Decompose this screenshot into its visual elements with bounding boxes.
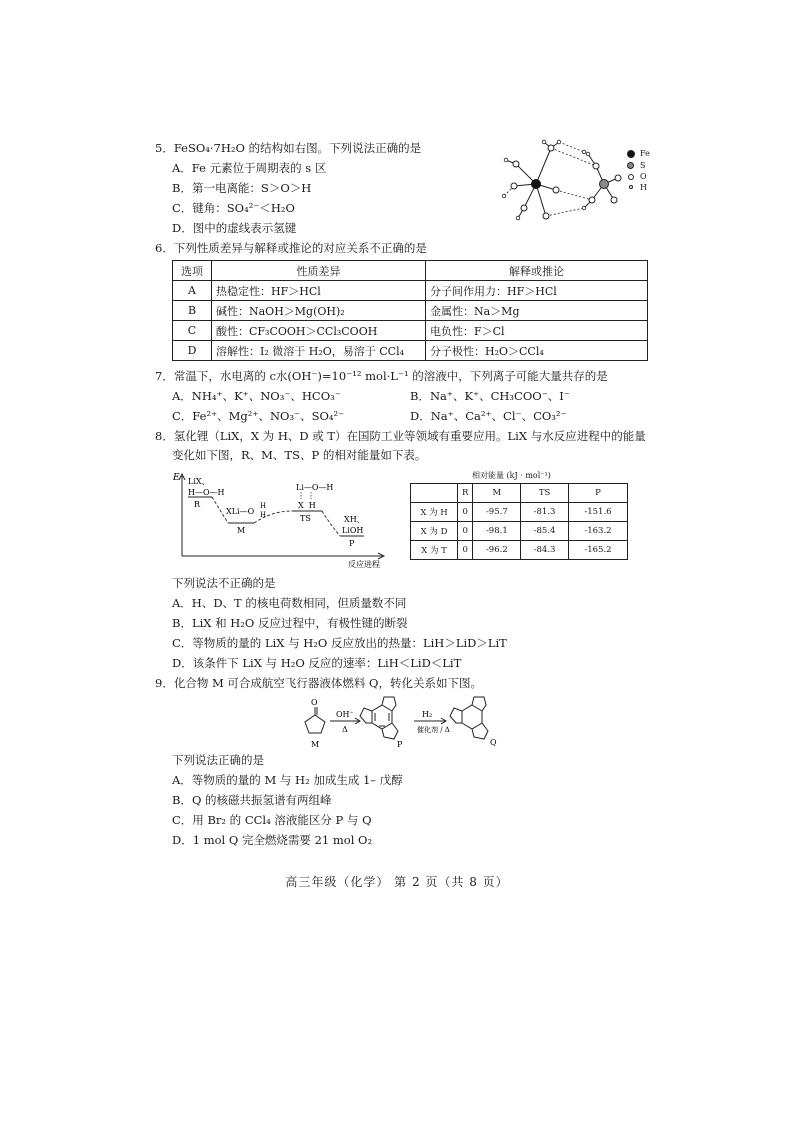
table-cell: 0 [458,522,473,541]
table-cell: 分子极性：H₂O＞CCl₄ [426,341,648,361]
q6-stem: 6．下列性质差异与解释或推论的对应关系不正确的是 [155,241,427,255]
table-cell: B [173,301,212,321]
q9-option-a: A．等物质的量的 M 与 H₂ 加成生成 1– 戊醇 [172,773,403,787]
s-legend-icon [627,162,634,169]
p-top-label: XH、 [344,515,365,524]
table-header: 性质差异 [212,261,426,281]
q8-option-d: D．该条件下 LiX 与 H₂O 反应的速率：LiH＜LiD＜LiT [172,656,462,670]
table-cell: -151.6 [568,503,627,522]
q8-option-c: C．等物质的量的 LiX 与 H₂O 反应放出的热量：LiH＞LiD＞LiT [172,636,507,650]
table-row [173,341,648,361]
table-cell: C [173,321,212,341]
p-label: P [349,539,355,548]
m-h1-label: H [260,502,267,510]
reagent2-top: H₂ [422,710,433,719]
r-molecule-label: H—O—H [188,488,225,497]
table-cell: -84.3 [521,541,569,560]
feso4-structure-figure [496,138,626,228]
reagent1-top: OH⁻ [336,710,354,719]
legend-h: H [640,183,647,192]
table-header [411,484,458,503]
table-row [411,503,628,522]
energy-diagram [172,470,392,570]
table-header: 解释或推论 [426,261,648,281]
table-cell: 热稳定性：HF＞HCl [212,281,426,301]
ts-top-label: Li—O—H [296,483,334,492]
reagent2-bottom: 催化剂 / Δ [417,726,450,734]
table-cell: 分子间作用力：HF＞HCl [426,281,648,301]
table-row [173,301,648,321]
q7-option-b: B．Na⁺、K⁺、CH₃COO⁻、I⁻ [410,389,570,403]
legend-o: O [640,172,647,181]
table-cell: 酸性：CF₃COOH＞CCl₃COOH [212,321,426,341]
page-footer: 高三年级（化学） 第 2 页（共 8 页） [285,875,509,889]
reaction-scheme [300,695,510,750]
legend-fe: Fe [640,149,650,158]
table-cell: X 为 H [411,503,458,522]
ts-bottom-label: X H [298,501,316,510]
q8-stem-line1: 8．氢化锂（LiX，X 为 H、D 或 T）在国防工业等领域有重要应用。LiX 与水反应进程中的能量 [155,429,646,443]
table-cell: A [173,281,212,301]
q8-question: 下列说法不正确的是 [172,576,276,590]
table-cell: X 为 D [411,522,458,541]
q7-option-d: D．Na⁺、Ca²⁺、Cl⁻、CO₃²⁻ [410,409,567,423]
table-cell: -95.7 [473,503,521,522]
table-cell: 电负性：F＞Cl [426,321,648,341]
m-molecule-label: XLi—O [226,507,255,516]
table-row [411,541,628,560]
q6-table [172,260,648,361]
q5-stem: 5．FeSO₄·7H₂O 的结构如右图。下列说法正确的是 [155,141,422,155]
y-axis-label: E [173,473,180,483]
m-label: M [237,526,246,535]
table-cell: 金属性：Na＞Mg [426,301,648,321]
q9-question: 下列说法正确的是 [172,753,264,767]
energy-table-caption: 相对能量 (kJ · mol⁻¹) [472,471,551,480]
r-top-label: LiX、 [188,477,210,486]
q8-stem-line2: 变化如下图，R、M、TS、P 的相对能量如下表。 [172,448,427,462]
q5-option-c: C．键角：SO₄²⁻＜H₂O [172,201,295,215]
q9-stem: 9．化合物 M 可合成航空飞行器液体燃料 Q，转化关系如下图。 [155,676,482,690]
q-compound-label: Q [490,738,497,747]
table-cell: 碱性：NaOH＞Mg(OH)₂ [212,301,426,321]
q9-option-c: C．用 Br₂ 的 CCl₄ 溶液能区分 P 与 Q [172,813,372,827]
table-row [173,321,648,341]
q7-option-c: C．Fe²⁺、Mg²⁺、NO₃⁻、SO₄²⁻ [172,409,345,423]
h-legend-icon [629,185,633,189]
p-molecule-label: LiOH [342,526,364,535]
table-cell: X 为 T [411,541,458,560]
table-header: TS [521,484,569,503]
m-compound-label: M [311,740,320,749]
table-cell: 溶解性：I₂ 微溶于 H₂O，易溶于 CCl₄ [212,341,426,361]
table-header-row [173,261,648,281]
table-cell: D [173,341,212,361]
r-label: R [194,500,201,509]
q7-stem: 7．常温下，水电离的 c水(OH⁻)=10⁻¹² mol·L⁻¹ 的溶液中，下列离子可能大量共存的是 [155,369,608,383]
q5-option-a: A．Fe 元素位于周期表的 s 区 [172,161,327,175]
fe-legend-icon [627,150,635,158]
p-compound-label: P [397,740,403,749]
q9-option-b: B．Q 的核磁共振氢谱有两组峰 [172,793,332,807]
table-row [173,281,648,301]
q5-option-d: D．图中的虚线表示氢键 [172,221,297,235]
table-cell: -98.1 [473,522,521,541]
reagent1-bottom: Δ [342,725,348,734]
q8-option-b: B．LiX 和 H₂O 反应过程中，有极性键的断裂 [172,616,408,630]
table-cell: -85.4 [521,522,569,541]
table-header: P [568,484,627,503]
table-header: M [473,484,521,503]
table-cell: 0 [458,503,473,522]
legend-s: S [640,161,646,170]
table-cell: 0 [458,541,473,560]
q5-option-b: B．第一电离能：S＞O＞H [172,181,312,195]
q9-option-d: D．1 mol Q 完全燃烧需要 21 mol O₂ [172,833,373,847]
m-h2-label: H [260,511,267,519]
table-cell: -165.2 [568,541,627,560]
m-oxygen-label: O [311,698,318,707]
table-cell: -81.3 [521,503,569,522]
o-legend-icon [628,174,634,180]
table-cell: -96.2 [473,541,521,560]
table-cell: -163.2 [568,522,627,541]
table-header-row [411,484,628,503]
ts-label: TS [300,514,311,523]
table-header: R [458,484,473,503]
table-header: 选项 [173,261,212,281]
q8-option-a: A．H、D、T 的核电荷数相同，但质量数不同 [172,596,407,610]
energy-table [410,483,628,560]
x-axis-label: 反应进程 [348,560,380,569]
q7-option-a: A．NH₄⁺、K⁺、NO₃⁻、HCO₃⁻ [172,389,341,403]
table-row [411,522,628,541]
